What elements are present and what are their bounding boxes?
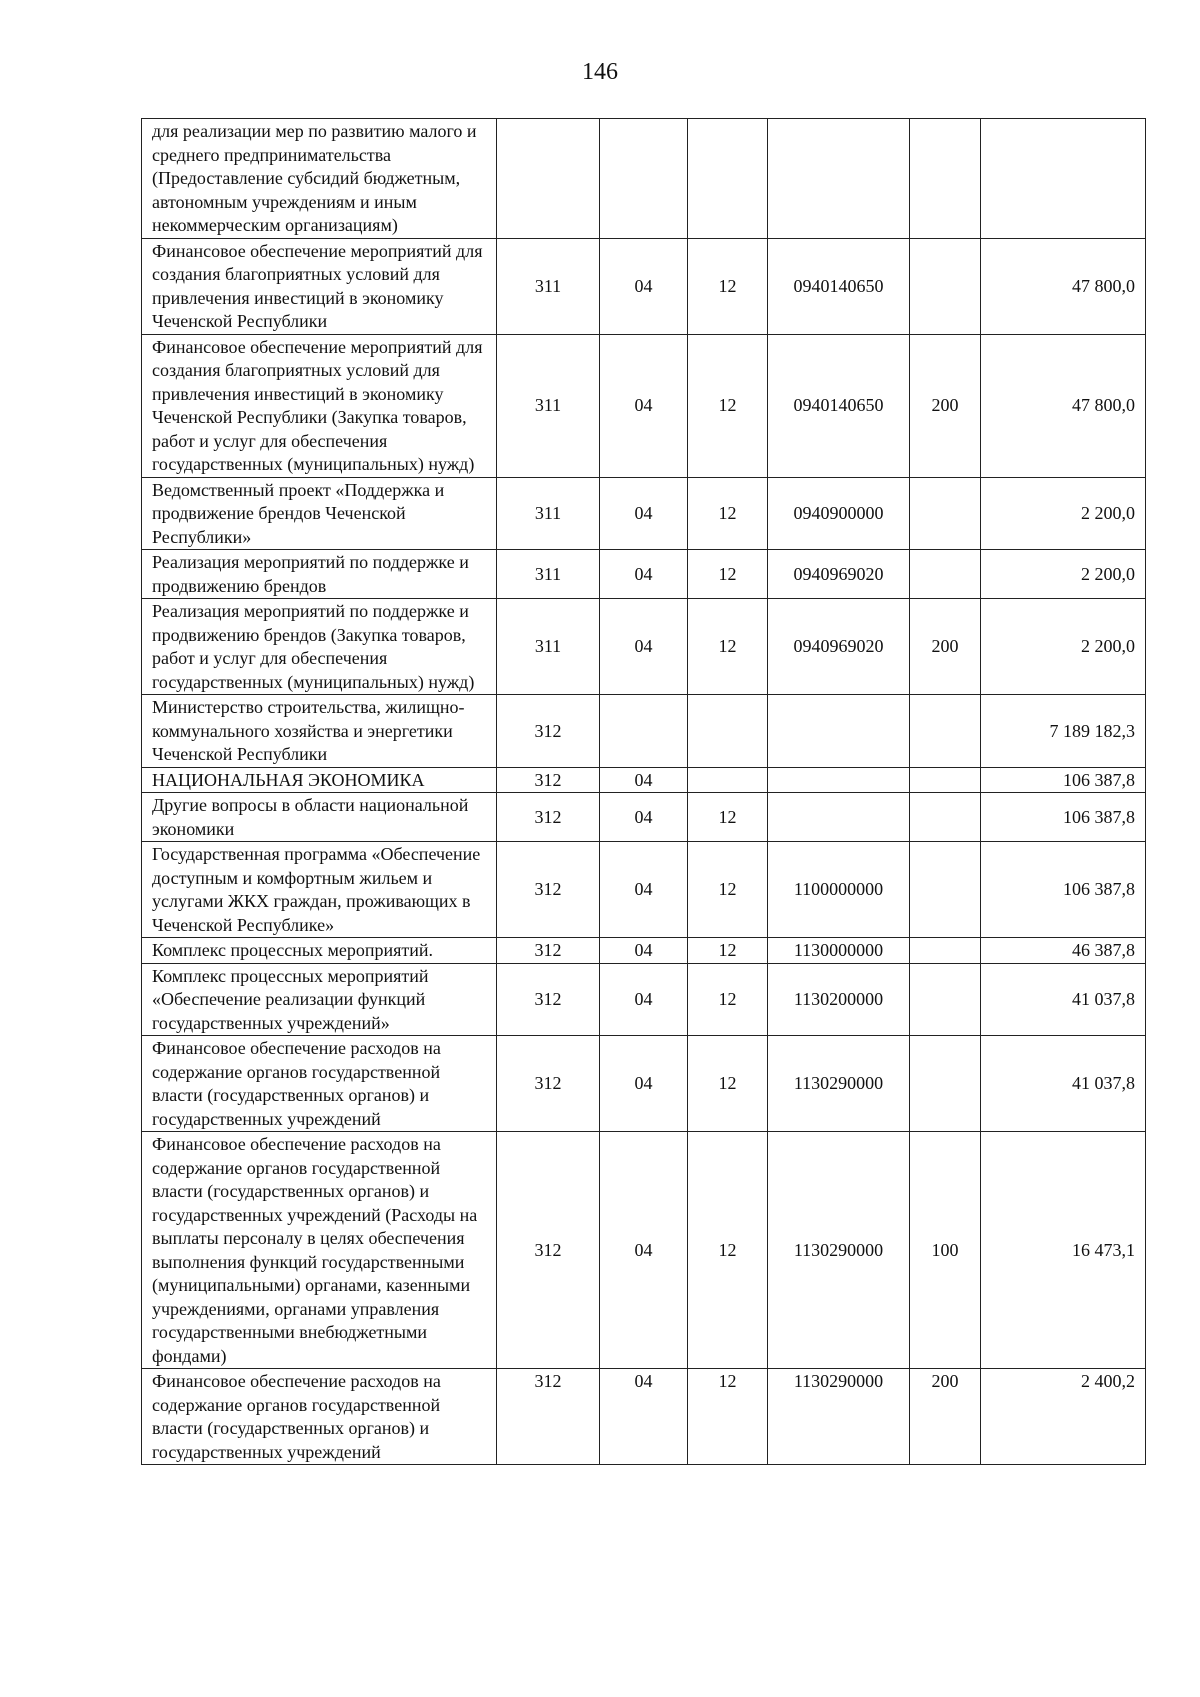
table-row xyxy=(142,1369,1146,1465)
row-name: Реализация мероприятий по поддержке и продвижению брендов xyxy=(142,550,497,599)
row-expense-type xyxy=(910,238,981,334)
row-subsection: 12 xyxy=(688,1369,768,1465)
row-amount: 7 189 182,3 xyxy=(981,695,1146,768)
row-section: 04 xyxy=(600,550,688,599)
row-subsection: 12 xyxy=(688,334,768,477)
row-section: 04 xyxy=(600,793,688,842)
row-section: 04 xyxy=(600,1132,688,1369)
row-grbs: 311 xyxy=(497,238,600,334)
row-subsection xyxy=(688,695,768,768)
row-target-article xyxy=(768,695,910,768)
row-target-article: 1130000000 xyxy=(768,938,910,964)
row-target-article: 0940900000 xyxy=(768,477,910,550)
row-name: Финансовое обеспечение расходов на содержание органов государственной власти (государственных органов) и государственных учреждений xyxy=(142,1036,497,1132)
row-name: Государственная программа «Обеспечение доступным и комфортным жильем и услугами ЖКХ граждан, проживающих в Чеченской Республике» xyxy=(142,842,497,938)
table-row xyxy=(142,119,1146,239)
row-expense-type xyxy=(910,1036,981,1132)
row-subsection: 12 xyxy=(688,1132,768,1369)
row-grbs: 312 xyxy=(497,1132,600,1369)
row-grbs: 312 xyxy=(497,1036,600,1132)
table-row xyxy=(142,963,1146,1036)
table-row xyxy=(142,550,1146,599)
row-target-article: 0940140650 xyxy=(768,238,910,334)
row-expense-type: 200 xyxy=(910,334,981,477)
table-row xyxy=(142,793,1146,842)
row-grbs: 312 xyxy=(497,793,600,842)
row-target-article: 0940969020 xyxy=(768,550,910,599)
row-expense-type xyxy=(910,938,981,964)
row-amount: 2 400,2 xyxy=(981,1369,1146,1465)
row-section: 04 xyxy=(600,238,688,334)
row-amount: 16 473,1 xyxy=(981,1132,1146,1369)
row-expense-type: 200 xyxy=(910,1369,981,1465)
row-amount: 106 387,8 xyxy=(981,767,1146,793)
row-grbs: 311 xyxy=(497,599,600,695)
row-name: Комплекс процессных мероприятий. xyxy=(142,938,497,964)
row-name: Министерство строительства, жилищно-коммунального хозяйства и энергетики Чеченской Республики xyxy=(142,695,497,768)
row-section: 04 xyxy=(600,963,688,1036)
row-section: 04 xyxy=(600,1036,688,1132)
budget-table xyxy=(141,118,1146,1465)
table-row xyxy=(142,334,1146,477)
row-subsection: 12 xyxy=(688,963,768,1036)
row-subsection: 12 xyxy=(688,599,768,695)
row-target-article: 1130290000 xyxy=(768,1132,910,1369)
row-expense-type xyxy=(910,119,981,239)
row-amount: 2 200,0 xyxy=(981,550,1146,599)
row-name: Другие вопросы в области национальной экономики xyxy=(142,793,497,842)
row-target-article: 1130290000 xyxy=(768,1369,910,1465)
row-amount: 106 387,8 xyxy=(981,793,1146,842)
row-subsection: 12 xyxy=(688,1036,768,1132)
row-grbs: 312 xyxy=(497,767,600,793)
row-subsection: 12 xyxy=(688,938,768,964)
row-amount: 46 387,8 xyxy=(981,938,1146,964)
table-row xyxy=(142,695,1146,768)
row-grbs: 312 xyxy=(497,1369,600,1465)
row-amount: 41 037,8 xyxy=(981,963,1146,1036)
row-name: Финансовое обеспечение расходов на содержание органов государственной власти (государственных органов) и государственных учреждений xyxy=(142,1369,497,1465)
row-subsection xyxy=(688,767,768,793)
row-expense-type xyxy=(910,550,981,599)
table-row xyxy=(142,477,1146,550)
table-row xyxy=(142,1132,1146,1369)
table-row xyxy=(142,767,1146,793)
row-section: 04 xyxy=(600,334,688,477)
row-amount: 2 200,0 xyxy=(981,477,1146,550)
row-section: 04 xyxy=(600,477,688,550)
row-grbs: 311 xyxy=(497,334,600,477)
row-amount: 41 037,8 xyxy=(981,1036,1146,1132)
table-row xyxy=(142,938,1146,964)
row-expense-type xyxy=(910,477,981,550)
row-amount: 106 387,8 xyxy=(981,842,1146,938)
row-expense-type xyxy=(910,793,981,842)
row-name: Финансовое обеспечение расходов на содержание органов государственной власти (государственных органов) и государственных учреждений (Расходы на выплаты персоналу в целях обеспечения выполнения функций государственными (муниципальными) органами, казенными учреждениями, органами управления государственными внебюджетными фондами) xyxy=(142,1132,497,1369)
row-amount: 47 800,0 xyxy=(981,334,1146,477)
row-name: Финансовое обеспечение мероприятий для создания благоприятных условий для привлечения инвестиций в экономику Чеченской Республики xyxy=(142,238,497,334)
row-subsection: 12 xyxy=(688,793,768,842)
row-name: НАЦИОНАЛЬНАЯ ЭКОНОМИКА xyxy=(142,767,497,793)
row-grbs: 312 xyxy=(497,842,600,938)
row-expense-type xyxy=(910,963,981,1036)
row-target-article: 1100000000 xyxy=(768,842,910,938)
row-target-article: 0940140650 xyxy=(768,334,910,477)
row-name: для реализации мер по развитию малого и среднего предпринимательства (Предоставление субсидий бюджетным, автономным учреждениям и иным некоммерческим организациям) xyxy=(142,119,497,239)
table-row xyxy=(142,1036,1146,1132)
row-grbs: 312 xyxy=(497,963,600,1036)
table-row xyxy=(142,238,1146,334)
row-name: Финансовое обеспечение мероприятий для создания благоприятных условий для привлечения инвестиций в экономику Чеченской Республики (Закупка товаров, работ и услуг для обеспечения государственных (муниципальных) нужд) xyxy=(142,334,497,477)
row-amount xyxy=(981,119,1146,239)
row-section: 04 xyxy=(600,1369,688,1465)
row-target-article: 1130200000 xyxy=(768,963,910,1036)
row-target-article xyxy=(768,767,910,793)
row-expense-type xyxy=(910,767,981,793)
row-expense-type xyxy=(910,842,981,938)
row-section xyxy=(600,119,688,239)
row-target-article xyxy=(768,119,910,239)
row-subsection: 12 xyxy=(688,477,768,550)
row-section: 04 xyxy=(600,767,688,793)
table-row xyxy=(142,842,1146,938)
row-amount: 2 200,0 xyxy=(981,599,1146,695)
row-name: Реализация мероприятий по поддержке и продвижению брендов (Закупка товаров, работ и услуг для обеспечения государственных (муниципальных) нужд) xyxy=(142,599,497,695)
row-name: Комплекс процессных мероприятий «Обеспечение реализации функций государственных учреждений» xyxy=(142,963,497,1036)
row-target-article xyxy=(768,793,910,842)
row-section xyxy=(600,695,688,768)
row-target-article: 1130290000 xyxy=(768,1036,910,1132)
row-section: 04 xyxy=(600,842,688,938)
row-subsection xyxy=(688,119,768,239)
row-subsection: 12 xyxy=(688,842,768,938)
row-subsection: 12 xyxy=(688,238,768,334)
row-target-article: 0940969020 xyxy=(768,599,910,695)
row-expense-type xyxy=(910,695,981,768)
row-amount: 47 800,0 xyxy=(981,238,1146,334)
row-grbs: 311 xyxy=(497,477,600,550)
table-row xyxy=(142,599,1146,695)
row-section: 04 xyxy=(600,938,688,964)
row-expense-type: 200 xyxy=(910,599,981,695)
row-section: 04 xyxy=(600,599,688,695)
page-number: 146 xyxy=(582,59,618,85)
row-subsection: 12 xyxy=(688,550,768,599)
row-name: Ведомственный проект «Поддержка и продвижение брендов Чеченской Республики» xyxy=(142,477,497,550)
row-grbs: 311 xyxy=(497,550,600,599)
row-grbs: 312 xyxy=(497,695,600,768)
row-grbs: 312 xyxy=(497,938,600,964)
row-grbs xyxy=(497,119,600,239)
row-expense-type: 100 xyxy=(910,1132,981,1369)
